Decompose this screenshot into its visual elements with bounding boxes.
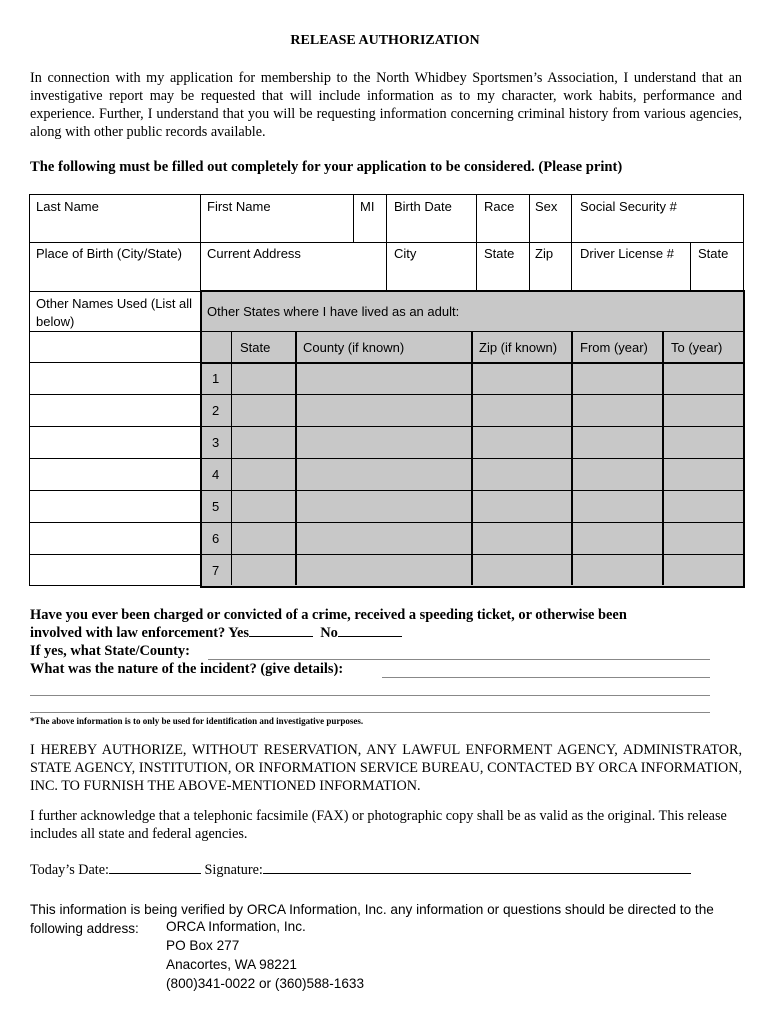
col-zip-header: Zip (if known) bbox=[479, 340, 558, 355]
place-of-birth-field[interactable]: Place of Birth (City/State) bbox=[36, 246, 182, 261]
other-name-input-5[interactable] bbox=[30, 459, 200, 490]
first-name-field[interactable]: First Name bbox=[207, 199, 271, 214]
date-signature-line bbox=[30, 862, 691, 879]
address-company: ORCA Information, Inc. bbox=[166, 919, 306, 934]
other-name-input-7[interactable] bbox=[30, 523, 200, 554]
no-label: No bbox=[320, 625, 338, 641]
details-line-1[interactable] bbox=[30, 695, 710, 696]
sex-field[interactable]: Sex bbox=[535, 199, 558, 214]
row-number: 2 bbox=[212, 403, 220, 418]
question-law-enforcement bbox=[30, 625, 402, 642]
instruction-text: The following must be filled out completely for your application to be considered. (Please print) bbox=[30, 159, 623, 175]
col-from-header: From (year) bbox=[580, 340, 648, 355]
row-number: 7 bbox=[212, 563, 220, 578]
city-field[interactable]: City bbox=[394, 246, 417, 261]
row-number: 3 bbox=[212, 435, 220, 450]
verify-text: This information is being verified by ORCA Information, Inc. any information or questions should be directed to the bbox=[30, 902, 714, 917]
nature-line[interactable] bbox=[382, 677, 710, 678]
authorization-paragraph: I HEREBY AUTHORIZE, WITHOUT RESERVATION, ANY LAWFUL ENFORMENT AGENCY, ADMINISTRATOR, STATE AGENCY, INSTITUTION, OR INFORMATION SERVICE BUREAU, CONTACTED BY ORCA INFORMATION, INC. TO FURNISH THE ABOVE-MENTIONED INFORMATION. bbox=[30, 742, 742, 794]
other-name-input-2[interactable] bbox=[30, 363, 200, 394]
other-name-input-3[interactable] bbox=[30, 395, 200, 426]
other-name-input-6[interactable] bbox=[30, 491, 200, 522]
nature-label: What was the nature of the incident? (give details): bbox=[30, 661, 344, 677]
birth-date-field[interactable]: Birth Date bbox=[394, 199, 452, 214]
state-county-label: If yes, what State/County: bbox=[30, 643, 190, 659]
date-label: Today’s Date: bbox=[30, 862, 109, 878]
row-number: 6 bbox=[212, 531, 220, 546]
date-blank[interactable] bbox=[109, 862, 201, 874]
driver-license-field[interactable]: Driver License # bbox=[580, 246, 674, 261]
col-to-header: To (year) bbox=[671, 340, 723, 355]
no-blank[interactable] bbox=[338, 625, 402, 637]
question-charged: Have you ever been charged or convicted of a crime, received a speeding ticket, or otherwise been bbox=[30, 607, 627, 623]
intro-paragraph: In connection with my application for membership to the North Whidbey Sportsmen’s Association, I understand that an investigative report may be requested that will include information as to my character, work habits, performance and experience. Further, I understand that you will be requesting information concerning criminal history from various agencies, along with other public records available. bbox=[30, 70, 742, 140]
other-states-heading: Other States where I have lived as an adult: bbox=[207, 304, 460, 319]
col-state-header: State bbox=[240, 340, 271, 355]
address-city: Anacortes, WA 98221 bbox=[166, 957, 297, 972]
other-names-label: Other Names Used (List all below) bbox=[36, 296, 193, 329]
state-county-line[interactable] bbox=[208, 659, 710, 660]
current-address-field[interactable]: Current Address bbox=[207, 246, 301, 261]
document-title: RELEASE AUTHORIZATION bbox=[290, 33, 480, 48]
address-phone: (800)341-0022 or (360)588-1633 bbox=[166, 976, 365, 991]
question-state-county bbox=[30, 643, 190, 660]
row-number: 4 bbox=[212, 467, 220, 482]
verify-address-label: following address: bbox=[30, 921, 139, 936]
last-name-field[interactable]: Last Name bbox=[36, 199, 99, 214]
dl-state-field[interactable]: State bbox=[698, 246, 729, 261]
col-county-header: County (if known) bbox=[303, 340, 405, 355]
other-name-input-4[interactable] bbox=[30, 427, 200, 458]
zip-field[interactable]: Zip bbox=[535, 246, 554, 261]
other-name-input-8[interactable] bbox=[30, 555, 200, 585]
acknowledge-paragraph: I further acknowledge that a telephonic facsimile (FAX) or photographic copy shall be as valid as the original. This release includes all state and federal agencies. bbox=[30, 808, 727, 842]
row-number: 5 bbox=[212, 499, 220, 514]
signature-label: Signature: bbox=[204, 862, 263, 878]
race-field[interactable]: Race bbox=[484, 199, 515, 214]
mi-field[interactable]: MI bbox=[360, 199, 375, 214]
row-number: 1 bbox=[212, 371, 220, 386]
address-po-box: PO Box 277 bbox=[166, 938, 240, 953]
identification-note: *The above information is to only be used for identification and investigative purposes. bbox=[30, 716, 364, 726]
other-name-input-1[interactable] bbox=[30, 332, 200, 362]
ssn-field[interactable]: Social Security # bbox=[580, 199, 677, 214]
question-law-enforcement-text: involved with law enforcement? Yes bbox=[30, 625, 250, 641]
state-field[interactable]: State bbox=[484, 246, 515, 261]
signature-blank[interactable] bbox=[263, 862, 691, 874]
question-nature bbox=[30, 661, 343, 678]
verify-paragraph bbox=[30, 900, 742, 938]
yes-blank[interactable] bbox=[249, 625, 313, 637]
details-line-2[interactable] bbox=[30, 712, 710, 713]
